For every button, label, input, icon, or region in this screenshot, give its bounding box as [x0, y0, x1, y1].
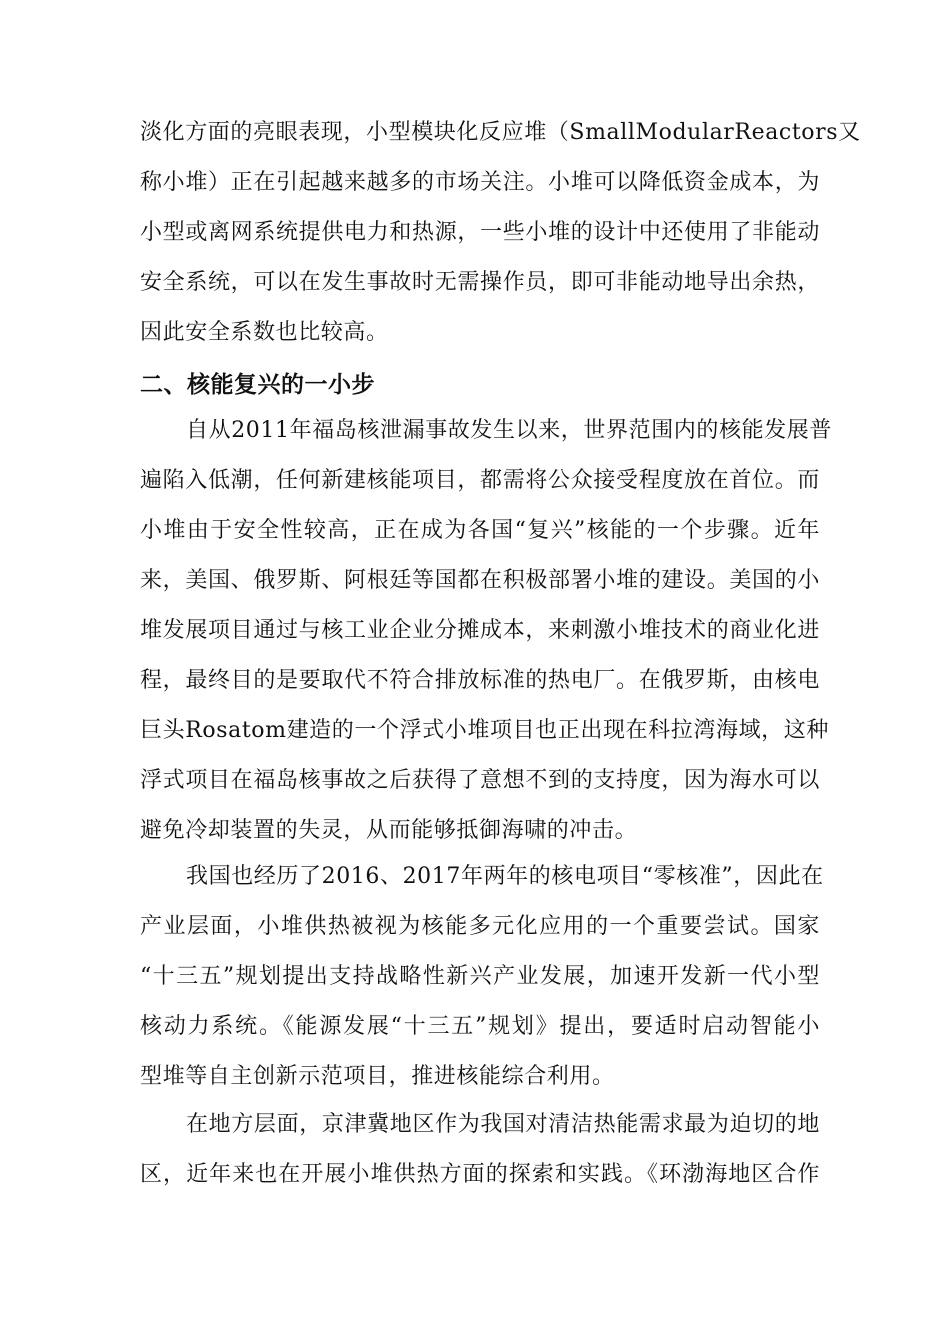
text-line: 区，近年来也在开展小堆供热方面的探索和实践。《环渤海地区合作 [140, 1162, 820, 1187]
text-line: 避免冷却装置的失灵，从而能够抵御海啸的冲击。 [140, 818, 638, 843]
text-line: 自从2011年福岛核泄漏事故发生以来，世界范围内的核能发展普 [186, 418, 832, 443]
text-line: 浮式项目在福岛核事故之后获得了意想不到的支持度，因为海水可以 [140, 768, 820, 793]
paragraph-local-level [140, 1100, 820, 1200]
paragraph-china-policy [140, 852, 824, 1102]
text-line: 在地方层面，京津冀地区作为我国对清洁热能需求最为迫切的地 [186, 1112, 820, 1137]
section-heading: 二、核能复兴的一小步 [140, 372, 375, 398]
paragraph-small-modular-reactors [140, 108, 861, 358]
text-line: 来，美国、俄罗斯、阿根廷等国都在积极部署小堆的建设。美国的小 [140, 568, 820, 593]
text-line: 淡化方面的亮眼表现，小型模块化反应堆（SmallModularReactors又 [140, 120, 861, 145]
text-line: 堆发展项目通过与核工业企业分摊成本，来刺激小堆技术的商业化进 [140, 618, 820, 643]
paragraph-nuclear-revival [140, 406, 832, 856]
text-line: 因此安全系数也比较高。 [140, 320, 389, 345]
text-line: 遍陷入低潮，任何新建核能项目，都需将公众接受程度放在首位。而 [140, 468, 820, 493]
text-line: 安全系统，可以在发生事故时无需操作员，即可非能动地导出余热， [140, 270, 820, 295]
text-line: 型堆等自主创新示范项目，推进核能综合利用。 [140, 1064, 615, 1089]
text-line: 称小堆）正在引起越来越多的市场关注。小堆可以降低资金成本，为 [140, 170, 820, 195]
text-line: 小堆由于安全性较高，正在成为各国“复兴”核能的一个步骤。近年 [140, 518, 820, 543]
text-line: 产业层面，小堆供热被视为核能多元化应用的一个重要尝试。国家 [140, 914, 820, 939]
text-line: 我国也经历了2016、2017年两年的核电项目“零核准”，因此在 [186, 864, 824, 889]
text-line: 核动力系统。《能源发展“十三五”规划》提出，要适时启动智能小 [140, 1014, 820, 1039]
text-line: 小型或离网系统提供电力和热源，一些小堆的设计中还使用了非能动 [140, 220, 820, 245]
text-line: “十三五”规划提出支持战略性新兴产业发展，加速开发新一代小型 [140, 964, 820, 989]
text-line: 程，最终目的是要取代不符合排放标准的热电厂。在俄罗斯，由核电 [140, 668, 820, 693]
text-line: 巨头Rosatom建造的一个浮式小堆项目也正出现在科拉湾海域，这种 [140, 718, 829, 743]
